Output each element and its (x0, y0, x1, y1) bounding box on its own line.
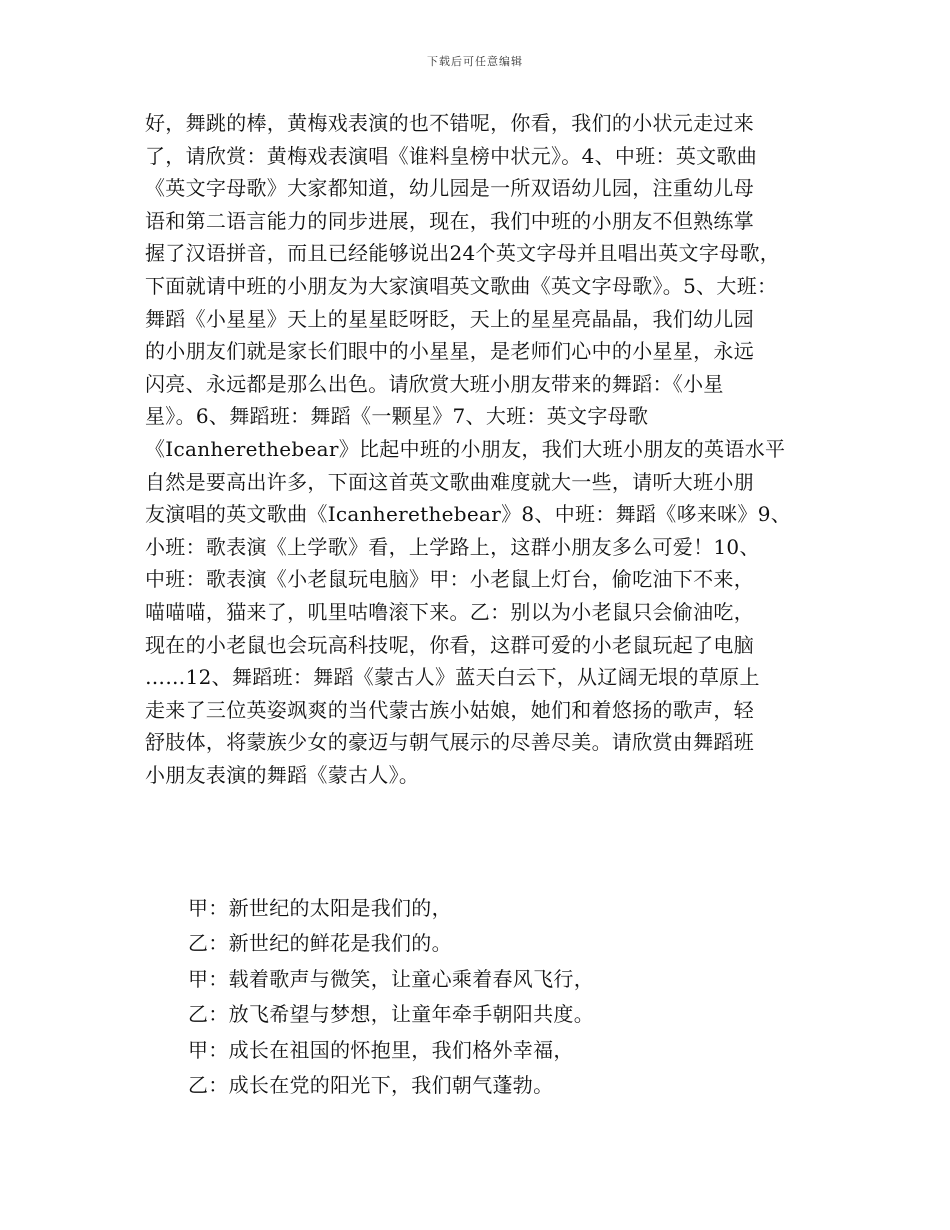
paragraph-line: ……12、舞蹈班：舞蹈《蒙古人》蓝天白云下，从辽阔无垠的草原上 (145, 665, 760, 690)
paragraph-line: 自然是要高出许多，下面这首英文歌曲难度就大一些，请听大班小朋 (145, 469, 754, 494)
dialog-line: 甲：载着歌声与微笑，让童心乘着春风飞行， (188, 966, 594, 991)
paragraph-line: 好，舞跳的棒，黄梅戏表演的也不错呢，你看，我们的小状元走过来 (145, 111, 754, 135)
dialog-line: 甲：成长在祖国的怀抱里，我们格外幸福， (188, 1037, 574, 1062)
paragraph-line: 小朋友表演的舞蹈《蒙古人》。 (145, 762, 420, 787)
paragraph-line: 舒肢体，将蒙族少女的豪迈与朝气展示的尽善尽美。请欣赏由舞蹈班 (145, 730, 754, 755)
page-header: 下载后可任意编辑 (427, 55, 523, 68)
paragraph-line: 喵喵喵，猫来了，叽里咕噜滚下来。乙：别以为小老鼠只会偷油吃， (145, 599, 754, 624)
paragraph-line: 星》。6、舞蹈班：舞蹈《一颗星》7、大班：英文字母歌 (145, 404, 649, 429)
dialog-line: 乙：成长在党的阳光下，我们朝气蓬勃。 (188, 1072, 554, 1097)
paragraph-line: 《Icanherethebear》比起中班的小朋友，我们大班小朋友的英语水平 (145, 436, 786, 461)
paragraph-line: 现在的小老鼠也会玩高科技呢，你看，这群可爱的小老鼠玩起了电脑 (145, 632, 754, 657)
paragraph-line: 握了汉语拼音，而且已经能够说出24个英文字母并且唱出英文字母歌， (145, 241, 781, 266)
paragraph-line: 语和第二语言能力的同步进展，现在，我们中班的小朋友不但熟练掌 (145, 208, 754, 233)
paragraph-line: 闪亮、永远都是那么出色。请欣赏大班小朋友带来的舞蹈：《小星 (145, 371, 724, 396)
dialog-block (188, 891, 828, 1103)
body-paragraph (145, 107, 825, 791)
paragraph-line: 中班：歌表演《小老鼠玩电脑》甲：小老鼠上灯台，偷吃油下不来， (145, 567, 754, 592)
dialog-line: 乙：放飞希望与梦想，让童年牵手朝阳共度。 (188, 1002, 594, 1027)
paragraph-line: 走来了三位英姿飒爽的当代蒙古族小姑娘，她们和着悠扬的歌声，轻 (145, 697, 754, 722)
paragraph-line: 小班：歌表演《上学歌》看，上学路上，这群小朋友多么可爱！10、 (145, 534, 760, 559)
dialog-line: 乙：新世纪的鲜花是我们的。 (188, 931, 452, 956)
paragraph-line: 下面就请中班的小朋友为大家演唱英文歌曲《英文字母歌》。5、大班： (145, 273, 778, 298)
paragraph-line: 舞蹈《小星星》天上的星星眨呀眨，天上的星星亮晶晶，我们幼儿园 (145, 306, 754, 331)
paragraph-line: 友演唱的英文歌曲《Icanherethebear》8、中班：舞蹈《哆来咪》9、 (145, 502, 792, 527)
paragraph-line: 的小朋友们就是家长们眼中的小星星，是老师们心中的小星星，永远 (145, 339, 754, 364)
paragraph-line: 《英文字母歌》大家都知道，幼儿园是一所双语幼儿园，注重幼儿母 (145, 176, 754, 201)
dialog-line: 甲：新世纪的太阳是我们的， (188, 896, 452, 920)
paragraph-line: 了，请欣赏：黄梅戏表演唱《谁料皇榜中状元》。4、中班：英文歌曲 (145, 143, 758, 168)
